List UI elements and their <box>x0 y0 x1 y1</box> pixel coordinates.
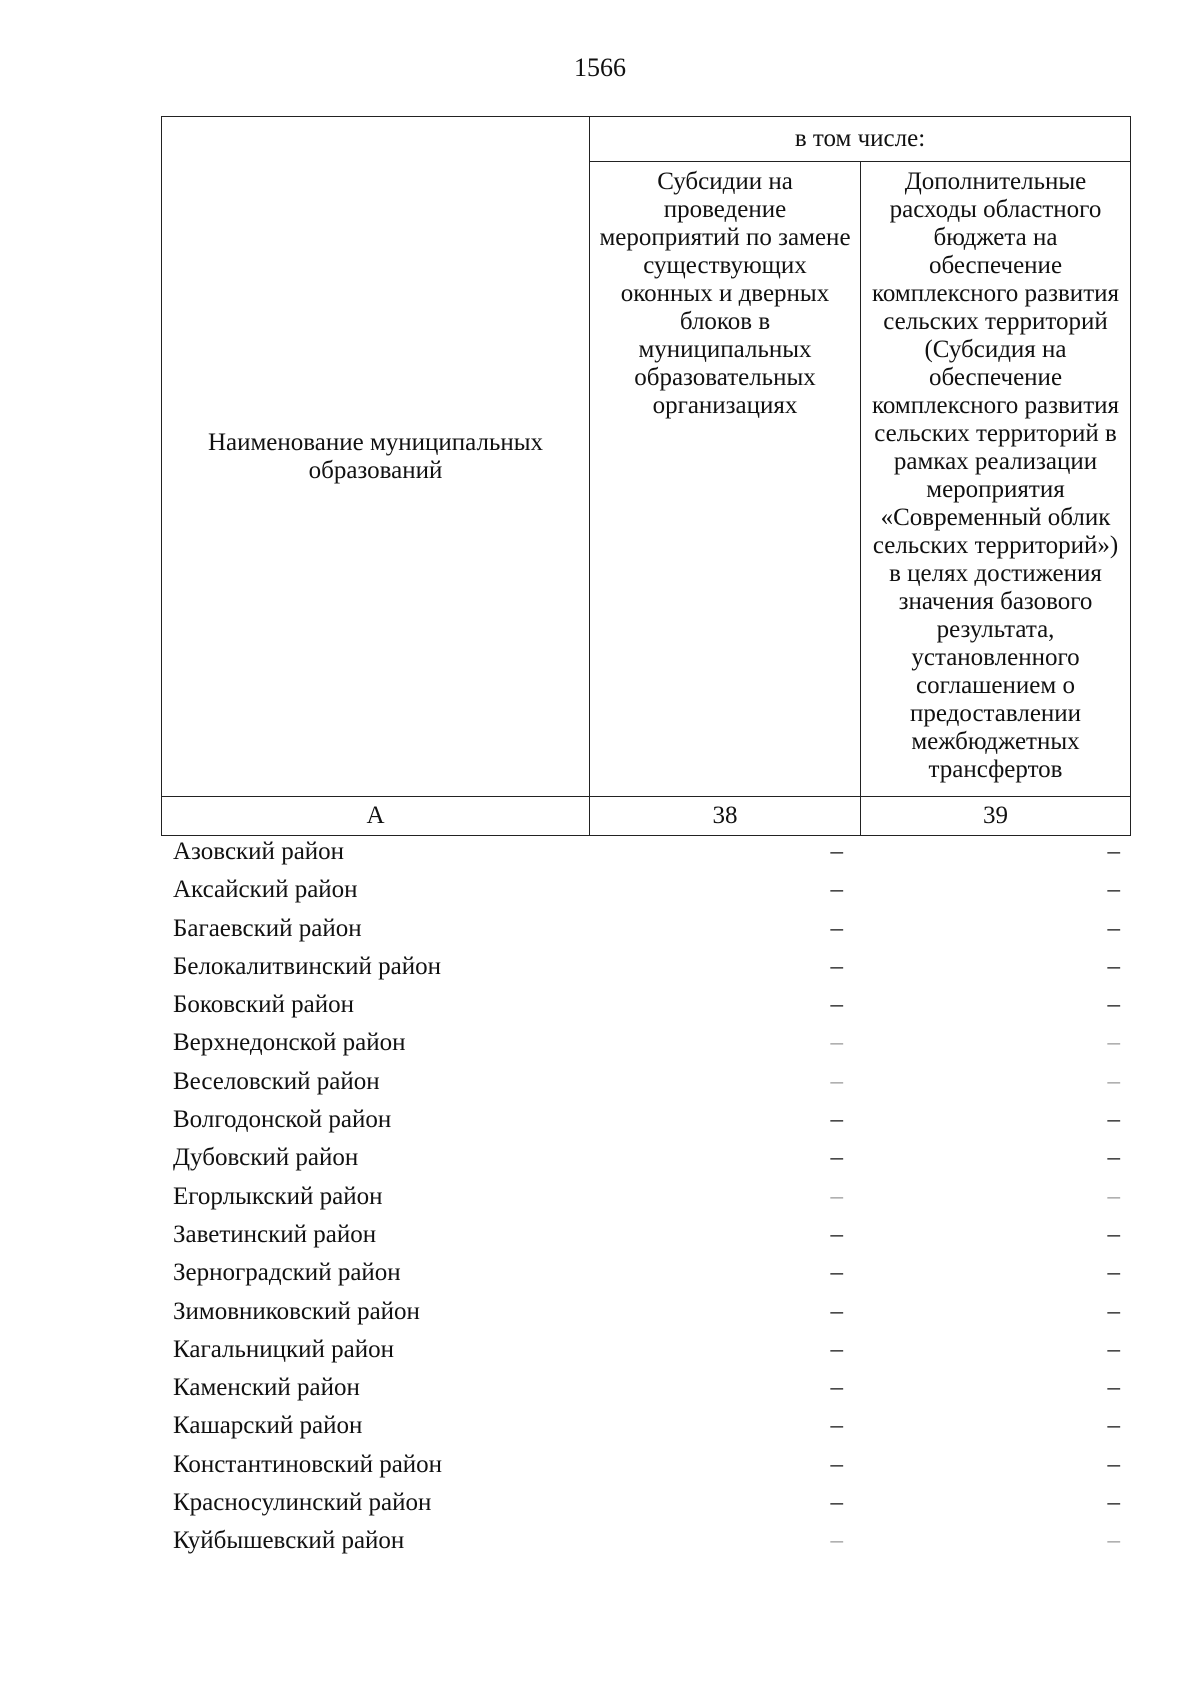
value-col-39: – <box>1107 1412 1120 1440</box>
table-header <box>161 116 1131 836</box>
value-col-38: – <box>830 1029 843 1057</box>
table-row <box>161 1369 1130 1407</box>
municipality-name: Верхнедонской район <box>173 1029 406 1057</box>
table-row <box>161 1407 1130 1445</box>
municipality-name: Зимовниковский район <box>173 1297 420 1325</box>
value-col-39: – <box>1107 876 1120 904</box>
municipality-name: Константиновский район <box>173 1450 443 1478</box>
value-col-39: – <box>1107 1450 1120 1478</box>
value-col-39: – <box>1107 1374 1120 1402</box>
table-row <box>161 871 1130 909</box>
municipality-name: Азовский район <box>173 838 345 865</box>
header-name-column: Наименование муниципальных образований <box>162 117 590 797</box>
table-body <box>161 833 1130 1561</box>
municipality-name: Зерноградский район <box>173 1259 401 1287</box>
value-col-38: – <box>830 1144 843 1172</box>
value-col-38: – <box>830 1374 843 1402</box>
header-col-39: 39 <box>861 797 1131 836</box>
municipality-name: Багаевский район <box>173 914 362 942</box>
value-col-39: – <box>1107 1335 1120 1363</box>
value-col-38: – <box>830 1450 843 1478</box>
value-col-38: – <box>830 1489 843 1517</box>
value-col-39: – <box>1107 1067 1120 1095</box>
header-group-label: в том числе: <box>590 117 1131 162</box>
table-row <box>161 1178 1130 1216</box>
value-col-39: – <box>1107 838 1120 865</box>
municipality-name: Заветинский район <box>173 1220 377 1248</box>
table-row <box>161 1216 1130 1254</box>
table-row <box>161 1331 1130 1369</box>
table-row <box>161 1446 1130 1484</box>
table-row <box>161 948 1130 986</box>
table-row <box>161 1522 1130 1560</box>
table-row <box>161 986 1130 1024</box>
header-col38-title: Субсидии на проведение мероприятий по замене существующих оконных и дверных блоков в муниципальных образовательных организациях <box>590 162 861 797</box>
value-col-38: – <box>830 1297 843 1325</box>
municipality-name: Белокалитвинский район <box>173 952 441 980</box>
value-col-39: – <box>1107 914 1120 942</box>
municipality-name: Волгодонской район <box>173 1106 392 1134</box>
municipality-name: Кашарский район <box>173 1412 363 1440</box>
municipality-name: Куйбышевский район <box>173 1527 405 1555</box>
value-col-38: – <box>830 1182 843 1210</box>
value-col-39: – <box>1107 1144 1120 1172</box>
municipality-name: Егорлыкский район <box>173 1182 383 1210</box>
municipality-name: Красносулинский район <box>173 1489 432 1517</box>
municipality-name: Аксайский район <box>173 876 358 904</box>
value-col-38: – <box>830 1259 843 1287</box>
header-col39-title: Дополнительные расходы областного бюджета на обеспечение комплексного развития сельских территорий (Субсидия на обеспечение комплексного развития сельских территорий в рамках реализации мероприятия «Современный облик сельских территорий») в целях достижения значения базового результата, установленного соглашением о предоставлении межбюджетных трансфертов <box>861 162 1131 797</box>
municipality-name: Веселовский район <box>173 1067 380 1095</box>
value-col-38: – <box>830 991 843 1019</box>
value-col-38: – <box>830 952 843 980</box>
value-col-39: – <box>1107 1527 1120 1555</box>
value-col-38: – <box>830 1220 843 1248</box>
value-col-39: – <box>1107 1182 1120 1210</box>
municipality-name: Каменский район <box>173 1374 360 1402</box>
table-row <box>161 1484 1130 1522</box>
value-col-39: – <box>1107 1489 1120 1517</box>
value-col-39: – <box>1107 1106 1120 1134</box>
value-col-39: – <box>1107 991 1120 1019</box>
table-row <box>161 910 1130 948</box>
value-col-38: – <box>830 1067 843 1095</box>
value-col-38: – <box>830 1412 843 1440</box>
table-row <box>161 1101 1130 1139</box>
table-row <box>161 1063 1130 1101</box>
page-number: 1566 <box>574 53 626 82</box>
value-col-39: – <box>1107 1259 1120 1287</box>
value-col-38: – <box>830 1527 843 1555</box>
table-row <box>161 1024 1130 1062</box>
header-col-a: А <box>162 797 590 836</box>
table-row <box>161 1139 1130 1177</box>
value-col-38: – <box>830 1335 843 1363</box>
table-row <box>161 1254 1130 1292</box>
value-col-39: – <box>1107 1029 1120 1057</box>
table-row <box>161 1293 1130 1331</box>
header-col-38: 38 <box>590 797 861 836</box>
table-row <box>161 833 1130 871</box>
municipality-name: Дубовский район <box>173 1144 359 1172</box>
value-col-38: – <box>830 838 843 865</box>
value-col-38: – <box>830 876 843 904</box>
municipality-name: Боковский район <box>173 991 354 1019</box>
value-col-39: – <box>1107 952 1120 980</box>
value-col-38: – <box>830 1106 843 1134</box>
value-col-38: – <box>830 914 843 942</box>
municipality-name: Кагальницкий район <box>173 1335 395 1363</box>
value-col-39: – <box>1107 1220 1120 1248</box>
value-col-39: – <box>1107 1297 1120 1325</box>
